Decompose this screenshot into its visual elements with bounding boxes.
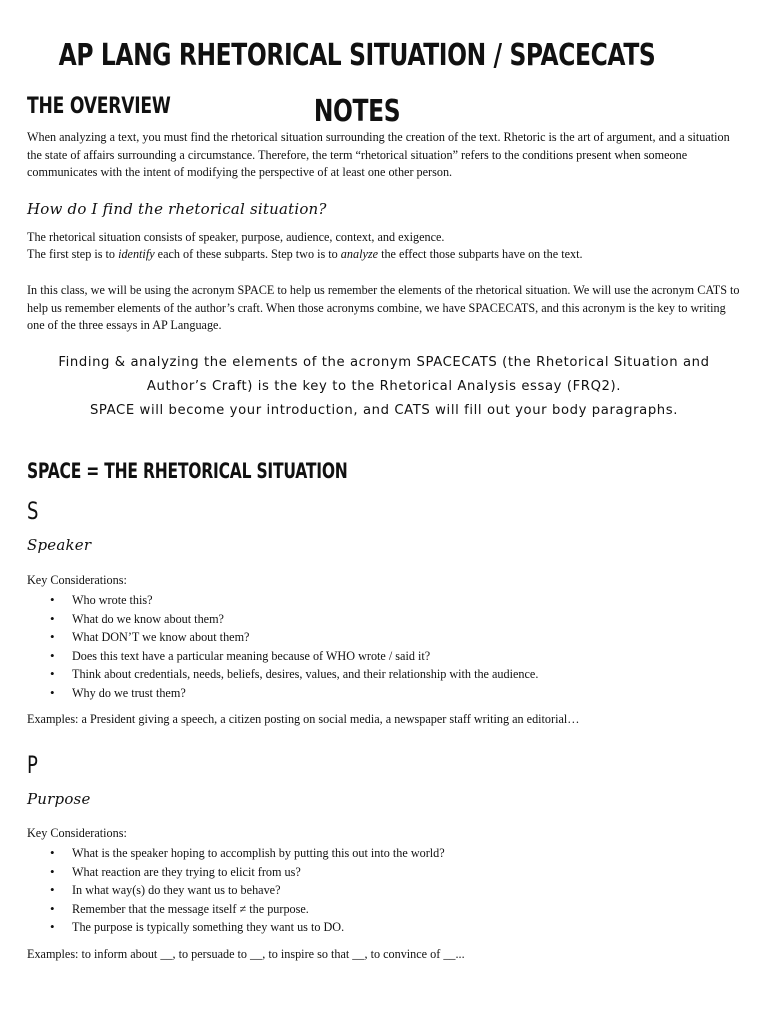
space-heading: SPACE = THE RHETORICAL SITUATION [27,459,348,483]
list-item: • Why do we trust them? [72,684,538,703]
list-item: • What DON’T we know about them? [72,628,538,647]
list-item: • Remember that the message itself ≠ the purpose. [72,900,445,919]
list-item: • In what way(s) do they want us to behave? [72,881,445,900]
analyze-word: analyze [340,247,379,261]
callout-line-2: Author’s Craft) is the key to the Rhetorical Analysis essay (FRQ2). [146,379,622,394]
how-line-2-c: the effect those subparts have on the text. [378,247,583,261]
purpose-examples: Examples: to inform about __, to persuade to __, to inspire so that __, to convince of __... [27,947,465,961]
speaker-heading: Speaker [27,536,92,554]
how-line-2-b: each of these subparts. Step two is to [154,247,341,261]
list-item: • What do we know about them? [72,610,538,629]
page-title: AP LANG RHETORICAL SITUATION / SPACECATS NOTES [58,38,656,129]
how-line-2 [27,246,741,264]
list-item: • Think about credentials, needs, beliefs, desires, values, and their relationship with the audience. [72,665,538,684]
list-item: • What is the speaker hoping to accomplish by putting this out into the world? [72,844,445,863]
callout-line-3: SPACE will become your introduction, and CATS will fill out your body paragraphs. [89,403,679,418]
how-line-2-a: The first step is to [27,247,119,261]
letter-s: S [27,497,39,525]
overview-heading: THE OVERVIEW [27,94,171,119]
letter-p: P [27,751,38,779]
how-heading: How do I find the rhetorical situation? [27,200,327,218]
list-item: • Who wrote this? [72,591,538,610]
purpose-considerations-list [27,844,445,937]
speaker-key-label: Key Considerations: [27,573,127,587]
how-line-1: The rhetorical situation consists of speaker, purpose, audience, context, and exigence. [27,230,445,244]
speaker-examples: Examples: a President giving a speech, a citizen posting on social media, a newspaper staff writing an editorial… [27,712,580,726]
acronym-paragraph: In this class, we will be using the acronym SPACE to help us remember the elements of the rhetorical situation. We will use the acronym CATS to help us remember elements of the author’s craft. When those acronyms combine, we have SPACECATS, and this acronym is the key to writing one of the three essays in AP Language. [27,283,740,333]
overview-paragraph: When analyzing a text, you must find the rhetorical situation surrounding the creation of the text. Rhetoric is the art of argument, and a situation the state of affairs surrounding a circumstance. Therefore, the term “rhetorical situation” refers to the conditions present when someone communicates with the intent of modifying the perspective of at least one other person. [27,130,730,180]
callout-line-1: Finding & analyzing the elements of the acronym SPACECATS (the Rhetorical Situation and [58,355,710,370]
purpose-heading: Purpose [27,790,91,808]
purpose-key-label: Key Considerations: [27,826,127,840]
identify-word: identify [118,247,155,261]
speaker-considerations-list [27,591,538,703]
list-item: • What reaction are they trying to elicit from us? [72,863,445,882]
list-item: • The purpose is typically something they want us to DO. [72,918,445,937]
list-item: • Does this text have a particular meaning because of WHO wrote / said it? [72,647,538,666]
